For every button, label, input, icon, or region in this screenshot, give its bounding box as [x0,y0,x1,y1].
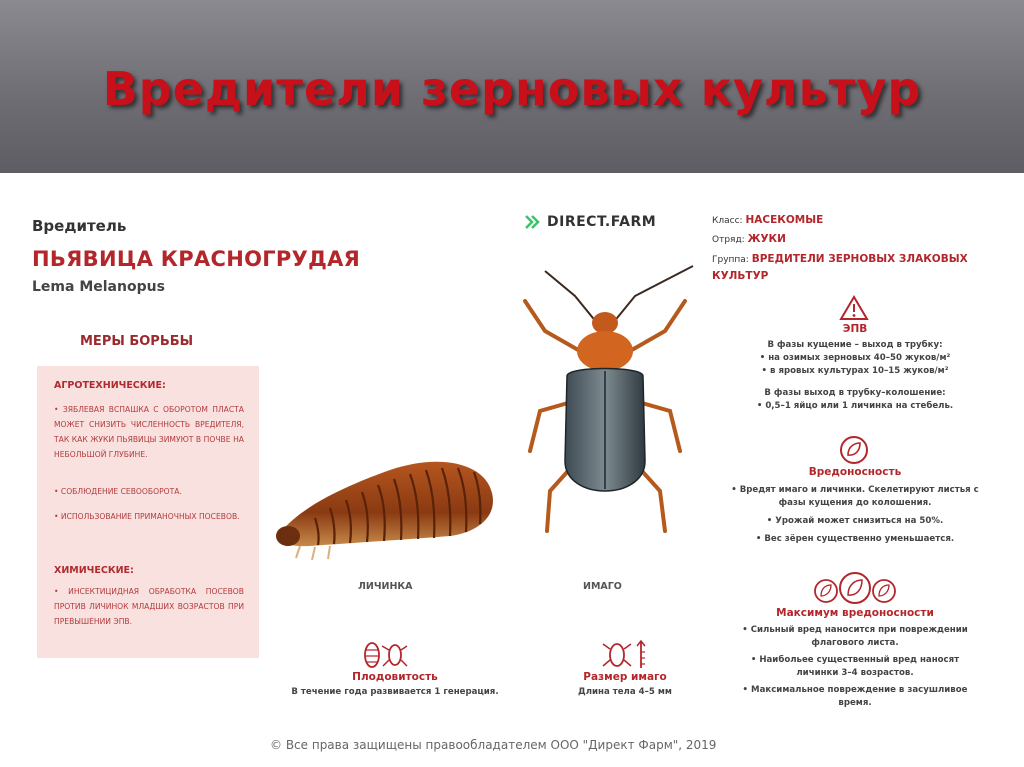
copyright: © Все права защищены правообладателем ООО "Директ Фарм", 2019 [270,738,717,752]
order-row [712,233,786,245]
three-leaves-icon [812,571,898,607]
slide-title: Вредители зерновых культур [102,62,922,116]
harm-line-1: • Вредят имаго и личинки. Скелетируют листья с фазы кущения до колошения. [731,485,979,508]
larva-caption: ЛИЧИНКА [358,581,413,592]
harm-line-2: • Урожай может снизиться на 50%. [766,516,944,526]
brand-name: DIRECT.FARM [547,214,657,230]
agro-heading: АГРОТЕХНИЧЕСКИЕ: [54,380,166,391]
order-value: ЖУКИ [747,233,786,245]
agro-item-1: • ЗЯБЛЕВАЯ ВСПАШКА С ОБОРОТОМ ПЛАСТА МОЖЕТ СНИЗИТЬ ЧИСЛЕННОСТЬ ВРЕДИТЕЛЯ, ТАК КАК ЖУКИ ПЬЯВИЦЫ ЗИМУЮТ В ПОЧВЕ НА НЕБОЛЬШОЙ ГЛУБИНЕ. [54,405,244,459]
leaf-icon [839,435,869,465]
class-row [712,214,823,226]
epv-line-4: В фазы выход в трубку–колошение: [764,388,946,398]
pest-kicker: Вредитель [32,217,127,235]
epv-line-5: • 0,5–1 яйцо или 1 личинка на стебель. [756,401,954,411]
harm-title: Вредоносность [808,466,902,478]
imago-caption: ИМАГО [583,581,622,592]
chem-heading: ХИМИЧЕСКИЕ: [54,565,134,576]
pest-name: ПЬЯВИЦА КРАСНОГРУДАЯ [32,247,361,271]
max-harm-title: Максимум вредоносности [776,607,934,619]
chem-item-1: • ИНСЕКТИЦИДНАЯ ОБРАБОТКА ПОСЕВОВ ПРОТИВ ЛИЧИНОК МЛАДШИХ ВОЗРАСТОВ ПРИ ПРЕВЫШЕНИИ ЭПВ. [54,587,244,626]
agro-item-2: • СОБЛЮДЕНИЕ СЕВООБОРОТА. [54,487,182,496]
measures-heading: МЕРЫ БОРЬБЫ [80,334,194,349]
pest-latin-name: Lema Melanopus [32,279,165,295]
brand-chevron-icon [525,215,541,229]
fertility-text: В течение года развивается 1 генерация. [291,687,499,697]
class-label: Класс: [712,216,743,226]
fertility-title: Плодовитость [352,671,438,683]
epv-line-3: • в яровых культурах 10–15 жуков/м² [761,366,949,376]
beetle-illustration [505,261,705,561]
group-value: ВРЕДИТЕЛИ ЗЕРНОВЫХ ЗЛАКОВЫХ КУЛЬТУР [712,253,968,282]
brand-logo [525,214,656,230]
size-icon [601,638,647,670]
harm-line-3: • Вес зёрен существенно уменьшается. [755,534,955,544]
group-label: Группа: [712,255,749,265]
poster [0,173,1024,767]
epv-title: ЭПВ [842,323,868,335]
agro-item-3: • ИСПОЛЬЗОВАНИЕ ПРИМАНОЧНЫХ ПОСЕВОВ. [54,512,240,521]
group-row [712,251,997,285]
size-text: Длина тела 4–5 мм [578,687,672,697]
warning-icon [839,295,869,321]
order-label: Отряд: [712,235,745,245]
size-title: Размер имаго [583,671,667,683]
max-harm-line-3: • Максимальное повреждение в засушливое время. [742,685,968,708]
measures-box [37,366,259,658]
larva-illustration [270,448,500,573]
epv-line-1: В фазы кущение – выход в трубку: [767,340,943,350]
max-harm-line-1: • Сильный вред наносится при повреждении флагового листа. [742,625,968,648]
epv-line-2: • на озимых зерновых 40–50 жуков/м² [759,353,951,363]
max-harm-line-2: • Наибольее существенный вред наносят личинки 3–4 возрастов. [750,655,960,678]
slide-header [0,0,1024,173]
class-value: НАСЕКОМЫЕ [745,214,824,226]
fertility-icon [362,638,408,670]
